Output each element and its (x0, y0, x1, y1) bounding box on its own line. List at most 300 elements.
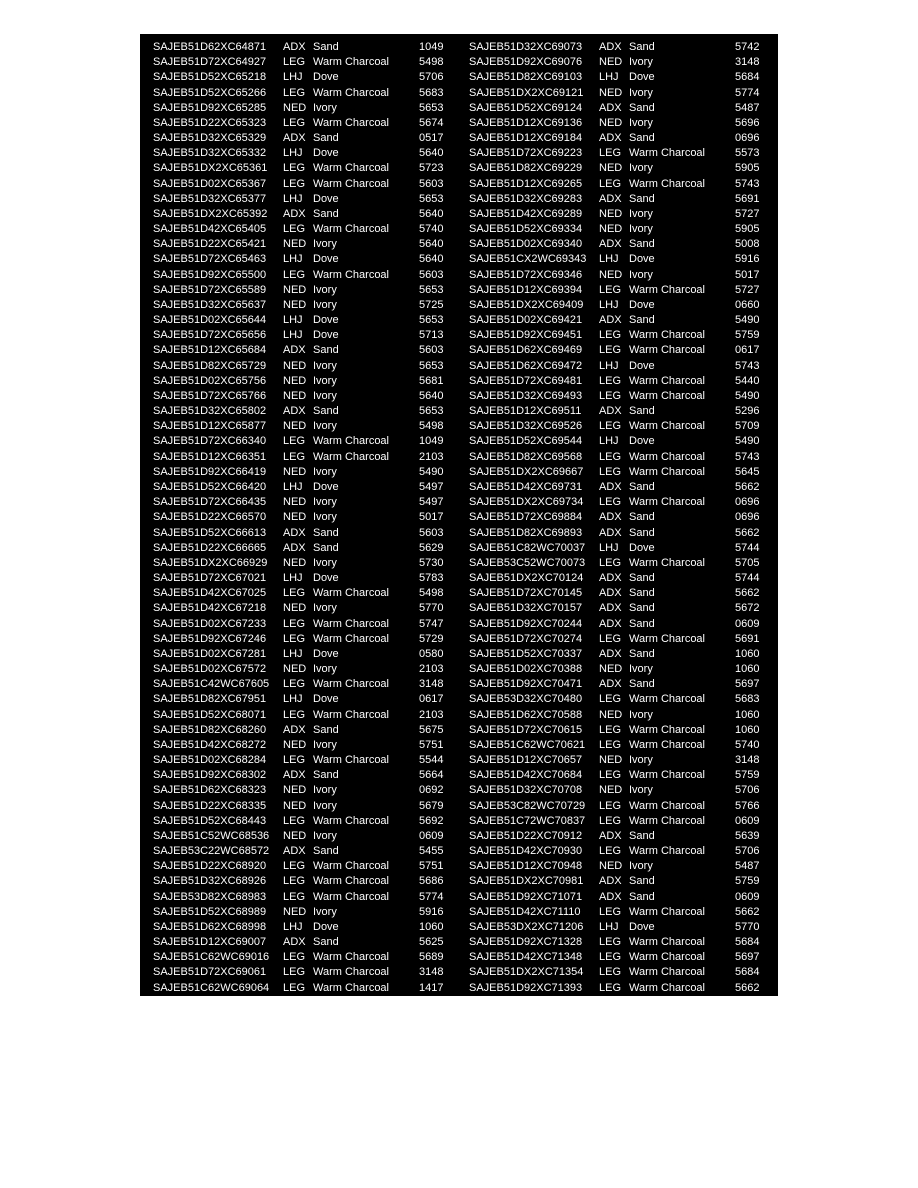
number-cell: 1060 (735, 723, 760, 736)
number-cell: 5696 (735, 116, 760, 129)
trim-code-cell: NED (283, 829, 307, 842)
table-row (153, 768, 463, 783)
table-row (153, 207, 463, 222)
vin-cell: SAJEB51C62WC70621 (469, 738, 586, 751)
table-row (153, 283, 463, 298)
number-cell: 1060 (735, 708, 760, 721)
table-row (469, 222, 779, 237)
number-cell: 5759 (735, 875, 760, 888)
trim-color-cell: Warm Charcoal (313, 875, 389, 888)
table-row (153, 222, 463, 237)
trim-color-cell: Sand (629, 192, 655, 205)
vin-cell: SAJEB51D72XC65656 (153, 329, 267, 342)
trim-color-cell: Dove (629, 920, 655, 933)
number-cell: 5905 (735, 162, 760, 175)
number-cell: 5490 (735, 314, 760, 327)
trim-color-cell: Ivory (629, 708, 653, 721)
vin-cell: SAJEB51D42XC70684 (469, 769, 583, 782)
vin-cell: SAJEB51D42XC71348 (469, 951, 583, 964)
trim-color-cell: Sand (629, 101, 655, 114)
trim-code-cell: NED (283, 298, 307, 311)
table-row (469, 101, 779, 116)
number-cell: 5662 (735, 526, 760, 539)
table-row (153, 86, 463, 101)
trim-code-cell: LEG (283, 875, 306, 888)
trim-code-cell: LHJ (599, 541, 619, 554)
trim-color-cell: Dove (313, 192, 339, 205)
trim-code-cell: NED (599, 784, 623, 797)
number-cell: 5544 (419, 754, 444, 767)
trim-code-cell: ADX (283, 526, 306, 539)
table-row (469, 161, 779, 176)
trim-color-cell: Sand (313, 845, 339, 858)
trim-code-cell: LEG (283, 678, 306, 691)
trim-color-cell: Warm Charcoal (313, 116, 389, 129)
trim-color-cell: Dove (313, 253, 339, 266)
trim-color-cell: Sand (629, 829, 655, 842)
trim-color-cell: Warm Charcoal (313, 754, 389, 767)
vin-cell: SAJEB51D42XC68272 (153, 738, 267, 751)
vin-cell: SAJEB51D02XC67572 (153, 663, 267, 676)
trim-code-cell: ADX (599, 617, 622, 630)
trim-color-cell: Warm Charcoal (313, 86, 389, 99)
number-cell: 0617 (419, 693, 444, 706)
table-row (153, 40, 463, 55)
trim-color-cell: Warm Charcoal (313, 617, 389, 630)
table-row (153, 389, 463, 404)
trim-color-cell: Sand (629, 238, 655, 251)
table-row (153, 586, 463, 601)
trim-code-cell: NED (283, 496, 307, 509)
table-row (153, 146, 463, 161)
trim-code-cell: LEG (599, 693, 622, 706)
trim-color-cell: Sand (313, 405, 339, 418)
trim-code-cell: LEG (283, 116, 306, 129)
vin-cell: SAJEB51D02XC69421 (469, 314, 583, 327)
number-cell: 5691 (735, 192, 760, 205)
table-row (469, 252, 779, 267)
table-row (469, 783, 779, 798)
number-cell: 5675 (419, 723, 444, 736)
number-cell: 5017 (735, 268, 760, 281)
trim-code-cell: LEG (599, 738, 622, 751)
vin-cell: SAJEB51D12XC70657 (469, 754, 583, 767)
trim-color-cell: Ivory (313, 738, 337, 751)
number-cell: 1049 (419, 41, 444, 53)
trim-code-cell: LEG (599, 845, 622, 858)
trim-code-cell: ADX (283, 769, 306, 782)
trim-color-cell: Sand (629, 572, 655, 585)
trim-color-cell: Sand (629, 480, 655, 493)
trim-color-cell: Warm Charcoal (629, 450, 705, 463)
number-cell: 5743 (735, 177, 760, 190)
trim-color-cell: Dove (629, 541, 655, 554)
trim-code-cell: ADX (283, 132, 306, 145)
trim-code-cell: NED (599, 162, 623, 175)
vin-cell: SAJEB51D22XC70912 (469, 829, 583, 842)
table-row (469, 814, 779, 829)
vin-cell: SAJEB51D02XC67281 (153, 647, 267, 660)
table-row (469, 586, 779, 601)
trim-color-cell: Ivory (629, 663, 653, 676)
table-row (469, 177, 779, 192)
vin-cell: SAJEB51D22XC66570 (153, 511, 267, 524)
trim-color-cell: Ivory (629, 268, 653, 281)
vin-cell: SAJEB51D72XC65766 (153, 389, 267, 402)
vin-cell: SAJEB51DX2XC65392 (153, 207, 268, 220)
table-row (469, 328, 779, 343)
trim-code-cell: NED (283, 663, 307, 676)
trim-code-cell: LEG (599, 465, 622, 478)
vin-cell: SAJEB51D72XC64927 (153, 56, 267, 69)
number-cell: 5691 (735, 632, 760, 645)
trim-color-cell: Warm Charcoal (629, 966, 705, 979)
table-row (153, 328, 463, 343)
vin-cell: SAJEB51D12XC69511 (469, 405, 582, 418)
trim-code-cell: LEG (283, 435, 306, 448)
vin-cell: SAJEB51D12XC69136 (469, 116, 583, 129)
number-cell: 5672 (735, 602, 760, 615)
trim-code-cell: ADX (283, 207, 306, 220)
trim-code-cell: LEG (283, 162, 306, 175)
number-cell: 0609 (735, 814, 760, 827)
trim-code-cell: LHJ (599, 71, 619, 84)
number-cell: 5645 (735, 465, 760, 478)
trim-code-cell: LEG (283, 860, 306, 873)
number-cell: 5653 (419, 314, 444, 327)
trim-code-cell: LHJ (283, 71, 303, 84)
number-cell: 5916 (419, 905, 444, 918)
table-row (469, 708, 779, 723)
number-cell: 5706 (735, 784, 760, 797)
trim-color-cell: Ivory (313, 420, 337, 433)
vin-cell: SAJEB51D12XC65877 (153, 420, 267, 433)
trim-code-cell: LEG (283, 708, 306, 721)
table-row (153, 738, 463, 753)
vin-cell: SAJEB51C82WC70037 (469, 541, 586, 554)
number-cell: 5709 (735, 420, 760, 433)
trim-code-cell: LHJ (283, 314, 303, 327)
number-cell: 5487 (735, 860, 760, 873)
trim-code-cell: LEG (599, 283, 622, 296)
trim-color-cell: Warm Charcoal (629, 283, 705, 296)
number-cell: 1060 (419, 920, 444, 933)
vin-listing-page (140, 34, 778, 996)
trim-color-cell: Ivory (313, 238, 337, 251)
vin-cell: SAJEB51D72XC65463 (153, 253, 267, 266)
vin-cell: SAJEB51D52XC68071 (153, 708, 267, 721)
trim-color-cell: Warm Charcoal (629, 556, 705, 569)
vin-cell: SAJEB51D62XC64871 (153, 41, 267, 53)
trim-color-cell: Sand (629, 587, 655, 600)
trim-color-cell: Warm Charcoal (629, 147, 705, 160)
vin-cell: SAJEB51D92XC68302 (153, 769, 267, 782)
vin-cell: SAJEB51D32XC69493 (469, 389, 583, 402)
number-cell: 0617 (735, 344, 760, 357)
trim-color-cell: Warm Charcoal (629, 374, 705, 387)
vin-cell: SAJEB51D22XC65323 (153, 116, 267, 129)
trim-code-cell: NED (283, 738, 307, 751)
table-row (153, 116, 463, 131)
table-row (469, 450, 779, 465)
trim-code-cell: NED (283, 511, 307, 524)
number-cell: 5640 (419, 207, 444, 220)
table-row (469, 677, 779, 692)
trim-code-cell: NED (283, 359, 307, 372)
number-cell: 5440 (735, 374, 760, 387)
number-cell: 5664 (419, 769, 444, 782)
trim-color-cell: Ivory (313, 101, 337, 114)
trim-code-cell: NED (599, 708, 623, 721)
trim-color-cell: Dove (313, 920, 339, 933)
vin-cell: SAJEB51D72XC66340 (153, 435, 267, 448)
vin-cell: SAJEB51C62WC69016 (153, 951, 270, 964)
number-cell: 5743 (735, 359, 760, 372)
number-cell: 5770 (419, 602, 444, 615)
trim-code-cell: LHJ (283, 920, 303, 933)
number-cell: 5730 (419, 556, 444, 569)
trim-code-cell: LHJ (283, 693, 303, 706)
table-row (469, 207, 779, 222)
vin-cell: SAJEB51D32XC65637 (153, 298, 267, 311)
number-cell: 5662 (735, 480, 760, 493)
table-row (469, 419, 779, 434)
trim-color-cell: Ivory (313, 389, 337, 402)
trim-code-cell: NED (599, 268, 623, 281)
trim-code-cell: NED (283, 374, 307, 387)
vin-cell: SAJEB51D12XC69265 (469, 177, 583, 190)
trim-code-cell: LEG (283, 86, 306, 99)
number-cell: 5689 (419, 951, 444, 964)
trim-code-cell: LHJ (599, 435, 619, 448)
trim-color-cell: Warm Charcoal (313, 56, 389, 69)
number-cell: 0660 (735, 298, 760, 311)
vin-cell: SAJEB51D52XC66420 (153, 480, 267, 493)
table-row (469, 738, 779, 753)
table-row (153, 298, 463, 313)
vin-cell: SAJEB51D32XC65329 (153, 132, 267, 145)
trim-code-cell: NED (283, 556, 307, 569)
table-row (153, 647, 463, 662)
vin-cell: SAJEB51D32XC70708 (469, 784, 583, 797)
trim-code-cell: NED (283, 420, 307, 433)
vin-cell: SAJEB53DX2XC71206 (469, 920, 584, 933)
number-cell: 5742 (735, 41, 760, 53)
trim-code-cell: LEG (283, 450, 306, 463)
trim-color-cell: Sand (313, 132, 339, 145)
vin-cell: SAJEB51D32XC68926 (153, 875, 267, 888)
number-cell: 5653 (419, 283, 444, 296)
number-cell: 5674 (419, 116, 444, 129)
trim-color-cell: Ivory (629, 56, 653, 69)
table-row (469, 510, 779, 525)
number-cell: 5705 (735, 556, 760, 569)
table-row (153, 965, 463, 980)
number-cell: 5770 (735, 920, 760, 933)
right-column (469, 40, 779, 996)
table-row (469, 950, 779, 965)
vin-cell: SAJEB51D42XC69731 (469, 480, 583, 493)
trim-color-cell: Dove (313, 572, 339, 585)
table-row (469, 662, 779, 677)
trim-code-cell: LHJ (283, 253, 303, 266)
vin-cell: SAJEB51D62XC70588 (469, 708, 583, 721)
vin-cell: SAJEB51D92XC69451 (469, 329, 583, 342)
vin-cell: SAJEB51D72XC67021 (153, 572, 267, 585)
trim-color-cell: Sand (313, 769, 339, 782)
number-cell: 0696 (735, 132, 760, 145)
table-row (153, 177, 463, 192)
trim-color-cell: Warm Charcoal (629, 814, 705, 827)
trim-code-cell: LEG (599, 981, 622, 994)
trim-code-cell: ADX (599, 405, 622, 418)
trim-code-cell: ADX (599, 602, 622, 615)
table-row (469, 905, 779, 920)
vin-cell: SAJEB51D52XC68989 (153, 905, 267, 918)
trim-code-cell: LEG (599, 450, 622, 463)
table-row (153, 252, 463, 267)
trim-color-cell: Ivory (313, 496, 337, 509)
trim-color-cell: Ivory (629, 784, 653, 797)
trim-code-cell: ADX (599, 480, 622, 493)
number-cell: 5603 (419, 177, 444, 190)
trim-color-cell: Sand (313, 541, 339, 554)
number-cell: 5692 (419, 814, 444, 827)
vin-cell: SAJEB51DX2XC69409 (469, 298, 584, 311)
vin-cell: SAJEB51DX2XC66929 (153, 556, 268, 569)
trim-code-cell: LHJ (283, 192, 303, 205)
table-row (153, 192, 463, 207)
trim-color-cell: Warm Charcoal (629, 420, 705, 433)
table-row (469, 647, 779, 662)
number-cell: 5759 (735, 329, 760, 342)
number-cell: 5573 (735, 147, 760, 160)
table-row (469, 541, 779, 556)
trim-code-cell: LEG (283, 617, 306, 630)
trim-code-cell: NED (283, 905, 307, 918)
vin-cell: SAJEB51D52XC69124 (469, 101, 583, 114)
trim-code-cell: NED (599, 754, 623, 767)
vin-cell: SAJEB51D82XC69568 (469, 450, 583, 463)
trim-code-cell: LHJ (283, 572, 303, 585)
vin-cell: SAJEB51D32XC69073 (469, 41, 583, 53)
trim-color-cell: Warm Charcoal (313, 632, 389, 645)
trim-color-cell: Warm Charcoal (629, 845, 705, 858)
trim-code-cell: NED (599, 207, 623, 220)
trim-code-cell: NED (283, 238, 307, 251)
number-cell: 5727 (735, 207, 760, 220)
vin-cell: SAJEB51D72XC69481 (469, 374, 583, 387)
table-row (153, 541, 463, 556)
trim-color-cell: Dove (629, 298, 655, 311)
vin-cell: SAJEB51D92XC71328 (469, 936, 583, 949)
trim-color-cell: Sand (629, 526, 655, 539)
table-row (469, 268, 779, 283)
trim-code-cell: LHJ (283, 647, 303, 660)
table-row (153, 829, 463, 844)
trim-code-cell: LEG (599, 936, 622, 949)
trim-color-cell: Warm Charcoal (629, 799, 705, 812)
trim-code-cell: ADX (599, 890, 622, 903)
number-cell: 5296 (735, 405, 760, 418)
trim-color-cell: Ivory (313, 556, 337, 569)
table-row (153, 617, 463, 632)
vin-cell: SAJEB51C52WC68536 (153, 829, 270, 842)
table-row (469, 601, 779, 616)
vin-cell: SAJEB51D22XC66665 (153, 541, 267, 554)
table-row (469, 692, 779, 707)
number-cell: 5017 (419, 511, 444, 524)
trim-code-cell: LEG (599, 344, 622, 357)
vin-cell: SAJEB51D42XC67218 (153, 602, 267, 615)
table-row (153, 419, 463, 434)
number-cell: 3148 (419, 678, 444, 691)
trim-color-cell: Warm Charcoal (313, 268, 389, 281)
trim-color-cell: Sand (629, 314, 655, 327)
table-row (469, 70, 779, 85)
trim-code-cell: ADX (283, 41, 306, 53)
number-cell: 0580 (419, 647, 444, 660)
table-row (153, 859, 463, 874)
table-row (153, 161, 463, 176)
trim-color-cell: Warm Charcoal (629, 344, 705, 357)
number-cell: 5684 (735, 966, 760, 979)
vin-cell: SAJEB51CX2WC69343 (469, 253, 587, 266)
table-row (469, 465, 779, 480)
table-row (469, 146, 779, 161)
vin-cell: SAJEB51D72XC66435 (153, 496, 267, 509)
table-row (153, 465, 463, 480)
trim-color-cell: Sand (629, 511, 655, 524)
trim-code-cell: ADX (599, 678, 622, 691)
table-row (153, 480, 463, 495)
vin-cell: SAJEB51DX2XC71354 (469, 966, 584, 979)
trim-code-cell: LHJ (599, 298, 619, 311)
number-cell: 1060 (735, 663, 760, 676)
vin-cell: SAJEB51D32XC70157 (469, 602, 583, 615)
trim-code-cell: ADX (283, 405, 306, 418)
vin-cell: SAJEB51D42XC71110 (469, 905, 581, 918)
table-row (153, 131, 463, 146)
table-row (469, 86, 779, 101)
table-row (153, 632, 463, 647)
vin-cell: SAJEB51DX2XC69121 (469, 86, 584, 99)
trim-code-cell: LEG (283, 754, 306, 767)
vin-cell: SAJEB51D22XC65421 (153, 238, 267, 251)
number-cell: 5774 (419, 890, 444, 903)
number-cell: 5740 (735, 738, 760, 751)
vin-cell: SAJEB51D52XC69334 (469, 223, 583, 236)
trim-color-cell: Warm Charcoal (629, 981, 705, 994)
trim-code-cell: LEG (283, 981, 306, 994)
number-cell: 5653 (419, 101, 444, 114)
trim-color-cell: Ivory (313, 374, 337, 387)
left-column (153, 40, 463, 996)
vin-cell: SAJEB51DX2XC70124 (469, 572, 584, 585)
trim-code-cell: LEG (599, 814, 622, 827)
trim-color-cell: Warm Charcoal (313, 981, 389, 994)
table-row (153, 571, 463, 586)
number-cell: 5662 (735, 905, 760, 918)
vin-cell: SAJEB51D72XC69061 (153, 966, 267, 979)
vin-cell: SAJEB51C42WC67605 (153, 678, 270, 691)
number-cell: 5662 (735, 981, 760, 994)
vin-cell: SAJEB53C82WC70729 (469, 799, 586, 812)
trim-code-cell: NED (283, 283, 307, 296)
table-row (469, 799, 779, 814)
trim-color-cell: Ivory (629, 860, 653, 873)
trim-color-cell: Ivory (629, 223, 653, 236)
